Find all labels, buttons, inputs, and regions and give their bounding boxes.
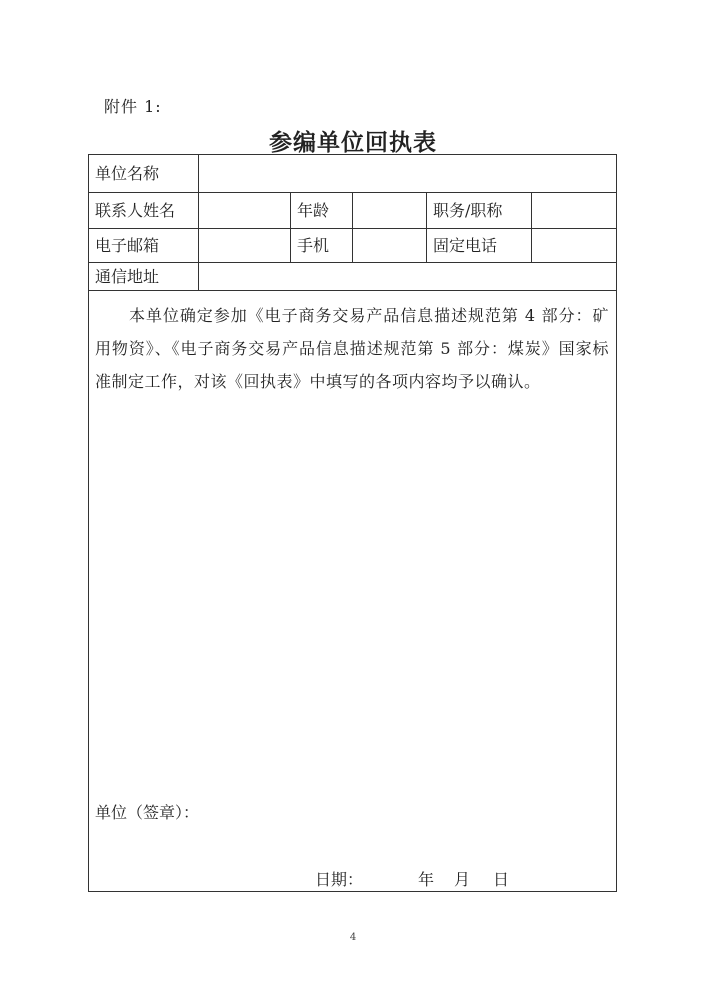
- email-label: 电子邮箱: [89, 229, 199, 262]
- position-label: 职务/职称: [427, 193, 532, 228]
- page-title: 参编单位回执表: [269, 129, 437, 156]
- date-label: 日期：: [315, 870, 364, 889]
- contact-name-field[interactable]: [199, 193, 291, 228]
- date-line: [315, 867, 363, 890]
- age-field[interactable]: [353, 193, 427, 228]
- contact-name-label: 联系人姓名: [89, 193, 199, 228]
- position-field[interactable]: [532, 193, 618, 228]
- email-field[interactable]: [199, 229, 291, 262]
- signature-label: 单位（签章）：: [95, 803, 200, 822]
- phone-label: 固定电话: [427, 229, 532, 262]
- address-label: 通信地址: [89, 263, 199, 290]
- row-address: [89, 263, 616, 291]
- day-label: 日: [493, 870, 510, 889]
- row-unit-name: [89, 155, 616, 193]
- mobile-label: 手机: [291, 229, 353, 262]
- attachment-label: 附件 1:: [104, 97, 162, 116]
- reply-form-table: [88, 154, 617, 892]
- unit-name-field[interactable]: [199, 155, 618, 192]
- row-email: [89, 229, 616, 263]
- row-contact: [89, 193, 616, 229]
- page-number: 4: [349, 932, 357, 943]
- address-field[interactable]: [199, 263, 618, 290]
- year-label: 年: [418, 870, 435, 889]
- mobile-field[interactable]: [353, 229, 427, 262]
- phone-field[interactable]: [532, 229, 618, 262]
- confirmation-statement: 本单位确定参加《电子商务交易产品信息描述规范第 4 部分：矿用物资》、《电子商务交易产品信息描述规范第 5 部分：煤炭》国家标准制定工作，对该《回执表》中填写的各项内容均予以确认。: [95, 306, 609, 391]
- age-label: 年龄: [291, 193, 353, 228]
- month-label: 月: [454, 870, 471, 889]
- unit-name-label: 单位名称: [89, 155, 199, 192]
